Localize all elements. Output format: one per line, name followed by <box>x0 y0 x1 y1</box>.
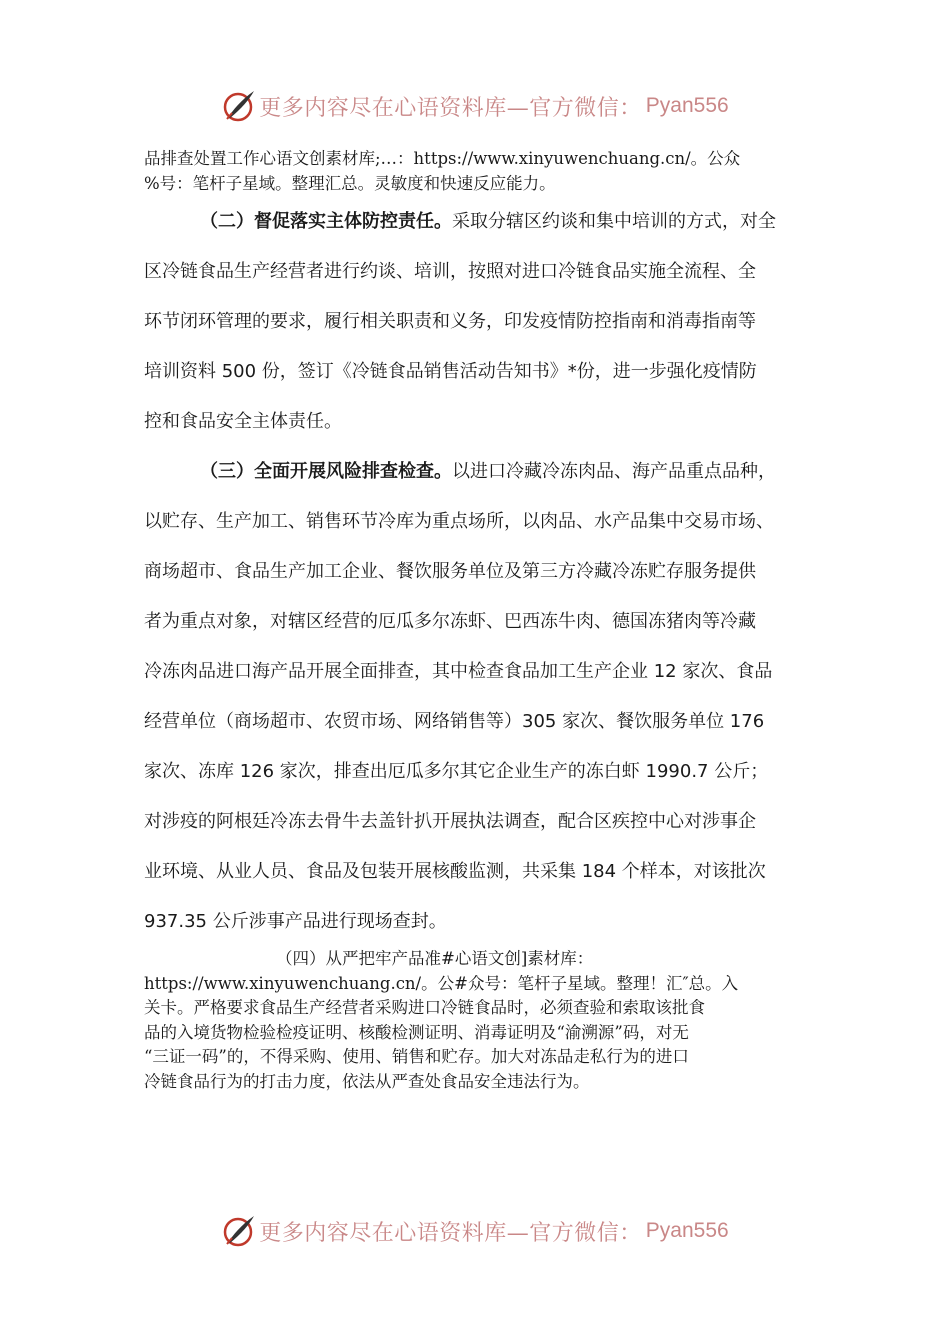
text-line: 关卡。严格要求食品生产经营者采购进口冷链食品时，必须查验和索取该批食 <box>144 998 705 1017</box>
text-line: 对涉疫的阿根廷冷冻去骨牛去盖针扒开展执法调查，配合区疾控中心对涉事企 <box>144 811 756 832</box>
section-3-paragraph <box>144 447 814 947</box>
text-line: 培训资料 500 份，签订《冷链食品销售活动告知书》*份，进一步强化疫情防 <box>144 361 757 382</box>
text-line: “三证一码”的，不得采购、使用、销售和贮存。加大对冻品走私行为的进口 <box>144 1047 689 1066</box>
banner-wechat-id: Pyan556 <box>645 1219 729 1242</box>
text-line: 业环境、从业人员、食品及包装开展核酸监测，共采集 184 个样本，对该批次 <box>144 861 766 882</box>
section-4-paragraph <box>144 947 806 1094</box>
section-2-paragraph <box>144 197 814 447</box>
text-line: 者为重点对象，对辖区经营的厄瓜多尔冻虾、巴西冻牛肉、德国冻猪肉等冷藏 <box>144 611 756 632</box>
text-line: https://www.xinyuwenchuang.cn/。公#众号：笔杆子星域。整理！汇″总。入 <box>144 973 739 993</box>
section-2-heading: （二）督促落实主体防控责任。 <box>200 211 452 232</box>
text-line: 冷冻肉品进口海产品开展全面排查，其中检查食品加工生产企业 12 家次、食品 <box>144 661 773 682</box>
text-line: 937.35 公斤涉事产品进行现场查封。 <box>144 911 447 932</box>
text-line: 环节闭环管理的要求，履行相关职责和义务，印发疫情防控指南和消毒指南等 <box>144 311 756 332</box>
section-4-heading-line: （四）从严把牢产品准#心语文创]素材库： <box>276 949 594 968</box>
footer-banner <box>0 1211 950 1251</box>
text-line: 冷链食品行为的打击力度，依法从严查处食品安全违法行为。 <box>144 1071 590 1091</box>
text-line: 品的入境货物检验检疫证明、核酸检测证明、消毒证明及“渝溯源”码，对无 <box>144 1022 689 1042</box>
section-3-first-line-text: 以进口冷藏冷冻肉品、海产品重点品种， <box>452 461 776 482</box>
section-2-first-line <box>144 197 814 247</box>
section-3-first-line <box>144 447 814 497</box>
text-line: 品排查处置工作心语文创素材库;…：https://www.xinyuwenchuang.cn/。公众 <box>144 149 741 168</box>
section-3-heading: （三）全面开展风险排查检查。 <box>200 461 452 482</box>
banner-text: 更多内容尽在心语资料库—官方微信： <box>259 1220 642 1246</box>
text-line: 商场超市、食品生产加工企业、餐饮服务单位及第三方冷藏冷冻贮存服务提供 <box>144 561 756 582</box>
section-2-first-line-text: 采取分辖区约谈和集中培训的方式，对全 <box>452 211 776 232</box>
text-line: 以贮存、生产加工、销售环节冷库为重点场所，以肉品、水产品集中交易市场、 <box>144 511 774 532</box>
header-banner <box>0 86 950 126</box>
intro-paragraph <box>144 147 806 196</box>
quill-logo-icon <box>221 88 257 124</box>
banner-text: 更多内容尽在心语资料库—官方微信： <box>259 95 642 121</box>
text-line: 控和食品安全主体责任。 <box>144 411 342 432</box>
text-line: %号：笔杆子星域。整理汇总。灵敏度和快速反应能力。 <box>144 173 556 193</box>
text-line: 经营单位（商场超市、农贸市场、网络销售等）305 家次、餐饮服务单位 176 <box>144 711 765 732</box>
banner-wechat-id: Pyan556 <box>645 94 729 117</box>
quill-logo-icon <box>221 1213 257 1249</box>
text-line: 家次、冻库 126 家次，排查出厄瓜多尔其它企业生产的冻白虾 1990.7 公斤； <box>144 761 769 782</box>
text-line: 区冷链食品生产经营者进行约谈、培训，按照对进口冷链食品实施全流程、全 <box>144 261 756 282</box>
